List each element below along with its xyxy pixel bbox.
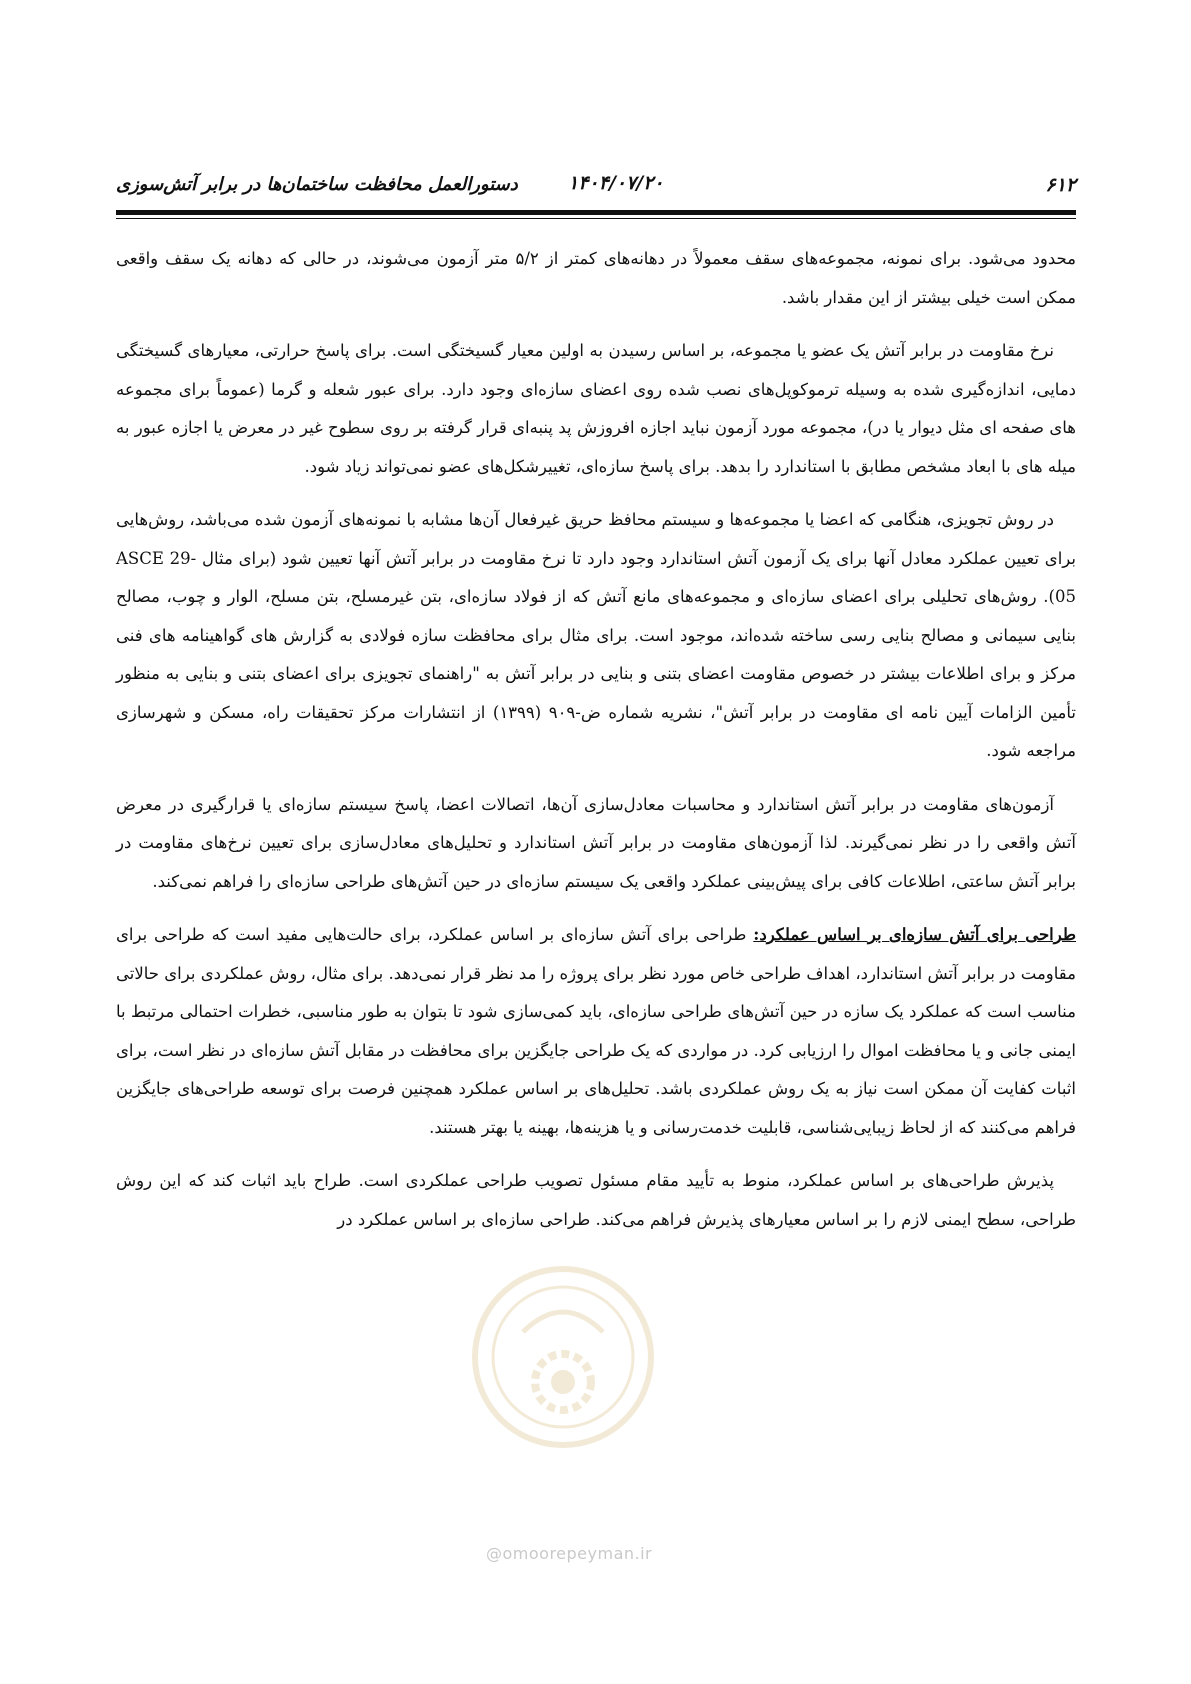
header-title: دستورالعمل محافظت ساختمان‌ها در برابر آتش‌سوزی: [116, 174, 518, 195]
paragraph-5: [116, 916, 1076, 1147]
header-rule-thin: [116, 218, 1076, 219]
paragraph-5-text: طراحی برای آتش سازه‌ای بر اساس عملکرد، برای حالت‌هایی مفید است که طراحی برای مقاومت در برابر آتش استاندارد، اهداف طراحی خاص مورد نظر برای پروژه را مد نظر قرار نمی‌دهد. برای مثال، روش عملکردی برای حالاتی مناسب است که عملکرد یک سازه در حین آتش‌های طراحی سازه‌ای، باید کمی‌سازی شود تا بتوان به طور مناسبی، خطرات احتمالی مرتبط با ایمنی جانی و یا محافظت اموال را ارزیابی کرد. در مواردی که یک طراحی جایگزین برای محافظت در مقابل آتش سازه‌ای در نظر است، برای اثبات کفایت آن ممکن است نیاز به یک روش عملکردی باشد. تحلیل‌های بر اساس عملکرد همچنین فرصت برای توسعه طراحی‌های جایگزین فراهم می‌کنند که از لحاظ زیبایی‌شناسی، قابلیت خدمت‌رسانی و یا هزینه‌ها، بهینه یا بهتر هستند.: [116, 925, 1076, 1137]
watermark-logo-icon: [468, 1262, 658, 1452]
page-number: ۶۱۲: [1045, 174, 1076, 196]
running-header: [116, 168, 1076, 204]
header-date: ۱۴۰۴/۰۷/۲۰: [568, 172, 664, 194]
paragraph-2: نرخ مقاومت در برابر آتش یک عضو یا مجموعه، بر اساس رسیدن به اولین معیار گسیختگی است. برای پاسخ حرارتی، معیارهای گسیختگی دمایی، اندازه‌گیری شده به وسیله ترموکوپل‌های نصب شده روی اعضای سازه‌ای وجود دارد. برای عبور شعله و گرما (عموماً برای مجموعه های صفحه ای مثل دیوار یا در)، مجموعه مورد آزمون نباید اجازه افروزش پد پنبه‌ای قرار گرفته بر روی سطوح غیر در معرض یا اجازه عبور به میله های با ابعاد مشخص مطابق با استاندارد را بدهد. برای پاسخ سازه‌ای، تغییرشکل‌های عضو نمی‌تواند زیاد شود.: [116, 341, 1076, 476]
section-heading: طراحی برای آتش سازه‌ای بر اساس عملکرد:: [753, 925, 1076, 944]
paragraph-1: محدود می‌شود. برای نمونه، مجموعه‌های سقف معمولاً در دهانه‌های کمتر از ۵/۲ متر آزمون می‌شوند، در حالی که دهانه یک سقف واقعی ممکن است خیلی بیشتر از این مقدار باشد.: [116, 249, 1076, 307]
paragraph-4: آزمون‌های مقاومت در برابر آتش استاندارد و محاسبات معادل‌سازی آن‌ها، اتصالات اعضا، پاسخ سیستم سازه‌ای یا قرارگیری در معرض آتش واقعی را در نظر نمی‌گیرند. لذا آزمون‌های مقاومت در برابر آتش استاندارد و تحلیل‌های معادل‌سازی برای تعیین نرخ‌های مقاومت در برابر آتش ساعتی، اطلاعات کافی برای پیش‌بینی عملکرد واقعی یک سیستم سازه‌ای در حین آتش‌های طراحی سازه‌ای را فراهم نمی‌کند.: [116, 794, 1076, 891]
body-text: [116, 240, 1076, 1254]
header-rule-thick: [116, 210, 1076, 215]
watermark-url: @omoorepeyman.ir: [486, 1544, 653, 1563]
paragraph-6: پذیرش طراحی‌های بر اساس عملکرد، منوط به تأیید مقام مسئول تصویب طراحی عملکردی است. طراح باید اثبات کند که این روش طراحی، سطح ایمنی لازم را بر اساس معیارهای پذیرش فراهم می‌کند. طراحی سازه‌ای بر اساس عملکرد در: [116, 1171, 1076, 1229]
paragraph-3: در روش تجویزی، هنگامی که اعضا یا مجموعه‌ها و سیستم محافظ حریق غیرفعال آن‌ها مشابه با نمونه‌های آزمون شده می‌باشد، روش‌هایی برای تعیین عملکرد معادل آنها برای یک آزمون آتش استاندارد وجود دارد تا نرخ مقاومت در برابر آتش آنها تعیین شود (برای مثال ASCE 29-05). روش‌های تحلیلی برای اعضای سازه‌ای و مجموعه‌های مانع آتش که از فولاد سازه‌ای، بتن غیرمسلح، بتن مسلح، الوار و چوب، مصالح بنایی سیمانی و مصالح بنایی رسی ساخته شده‌اند، موجود است. برای مثال برای محافظت سازه فولادی به گزارش های گواهینامه های فنی مرکز و برای اطلاعات بیشتر در خصوص مقاومت اعضای بتنی و بنایی در برابر آتش به "راهنمای تجویزی برای اعضای بتنی و بنایی به منظور تأمین الزامات آیین نامه ای مقاومت در برابر آتش"، نشریه شماره ض-۹۰۹ (۱۳۹۹) از انتشارات مرکز تحقیقات راه، مسکن و شهرسازی مراجعه شود.: [116, 510, 1076, 760]
